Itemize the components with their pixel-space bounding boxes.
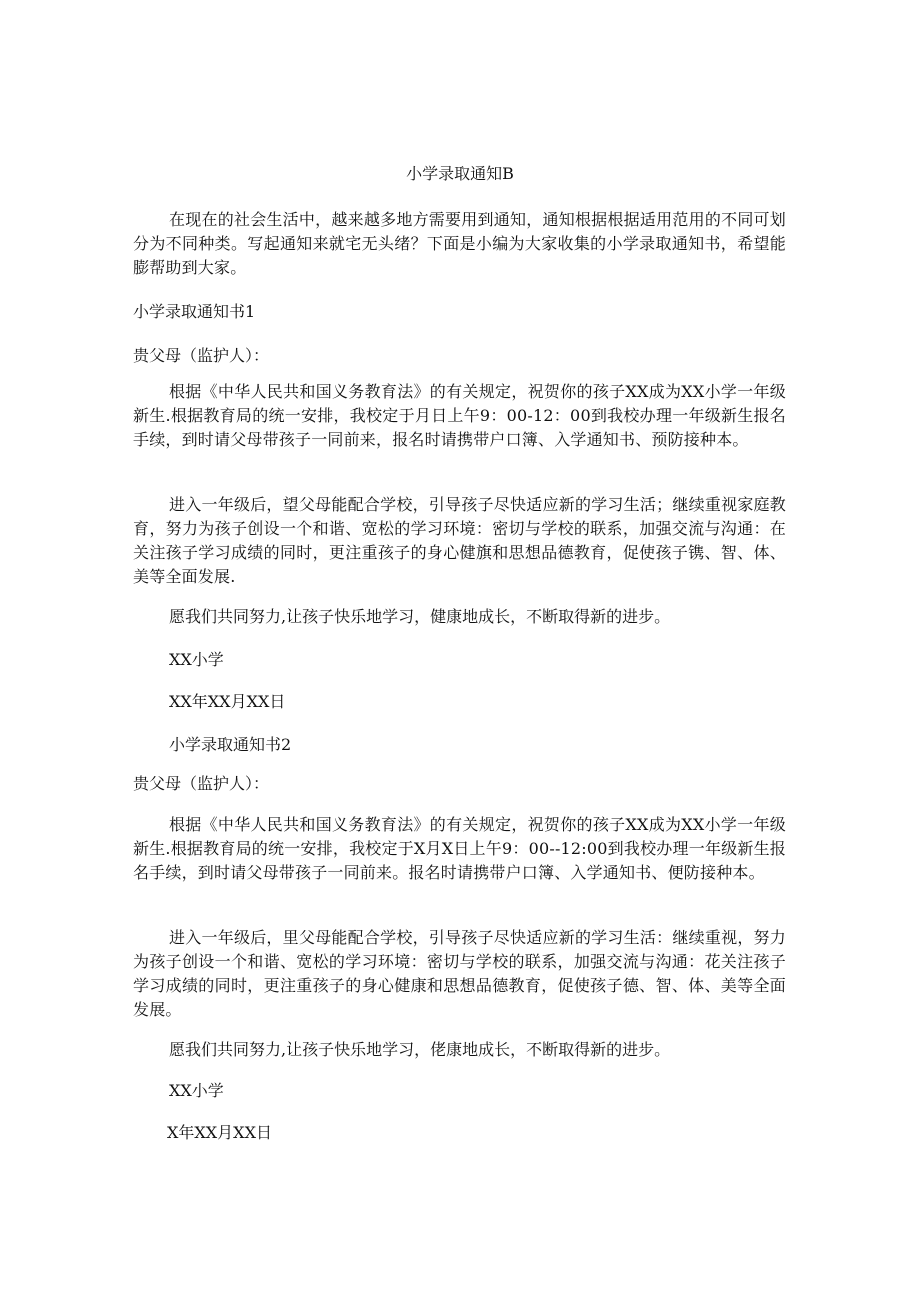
document-title: 小学录取通知B xyxy=(406,164,514,183)
section1-date: XX年XX月XX日 xyxy=(169,692,286,711)
section1-paragraph-2: 进入一年级后，望父母能配合学校，引导孩子尽快适应新的学习生活；继续重视家庭教育，努力为孩子创设一个和谐、宽松的学习环境：密切与学校的联系，加强交流与沟通：在关注孩子学习成绩的同时，更注重孩子的身心健旗和思想品德教育，促使孩子镌、智、体、美等全面发展. xyxy=(133,495,786,586)
section2-school-signature: XX小学 xyxy=(169,1081,224,1100)
section2-heading: 小学录取通知书2 xyxy=(169,735,292,754)
section1-salutation: 贵父母（监护人）： xyxy=(133,346,270,365)
section1-paragraph-1: 根据《中华人民共和国义务教育法》的有关规定，祝贺你的孩子XX成为XX小学一年级新生.根据教育局的统一安排，我校定于月日上午9：00-12：00到我校办理一年级新生报名手续，到时请父母带孩子一同前来，报名时请携带户口簿、入学通知书、预防接种本。 xyxy=(133,382,786,449)
section2-paragraph-3: 愿我们共同努力,让孩子快乐地学习，佬康地成长，不断取得新的进步。 xyxy=(169,1040,671,1059)
intro-paragraph: 在现在的社会生活中，越来越多地方需要用到通知，通知根据根据适用范用的不同可划分为不同种类。写起通知来就宅无头绪？下面是小编为大家收集的小学录取通知书，希望能膨帮助到大家。 xyxy=(133,210,786,277)
section1-heading: 小学录取通知书1 xyxy=(133,302,256,321)
section2-date: X年XX月XX日 xyxy=(167,1123,272,1142)
section2-paragraph-1: 根据《中华人民共和国义务教育法》的有关规定，祝贺你的孩子XX成为XX小学一年级新生.根据教育局的统一安排，我校定于X月X日上午9：00--12:00到我校办理一年级新生报名手续，到时请父母带孩子一同前来。报名时请携带户口簿、入学通知书、便防接种本。 xyxy=(133,815,786,882)
section1-paragraph-3: 愿我们共同努力,让孩子快乐地学习，健康地成长，不断取得新的进步。 xyxy=(169,607,671,626)
section1-school-signature: XX小学 xyxy=(169,650,224,669)
section2-paragraph-2: 进入一年级后，里父母能配合学校，引导孩子尽快适应新的学习生活：继续重视，努力为孩子创设一个和谐、宽松的学习环境：密切与学校的联系，加强交流与沟通：花关注孩子学习成绩的同时，更注重孩子的身心健康和思想品德教育，促使孩子德、智、体、美等全面发展。 xyxy=(133,928,786,1019)
section2-salutation: 贵父母（监护人）： xyxy=(133,774,270,793)
